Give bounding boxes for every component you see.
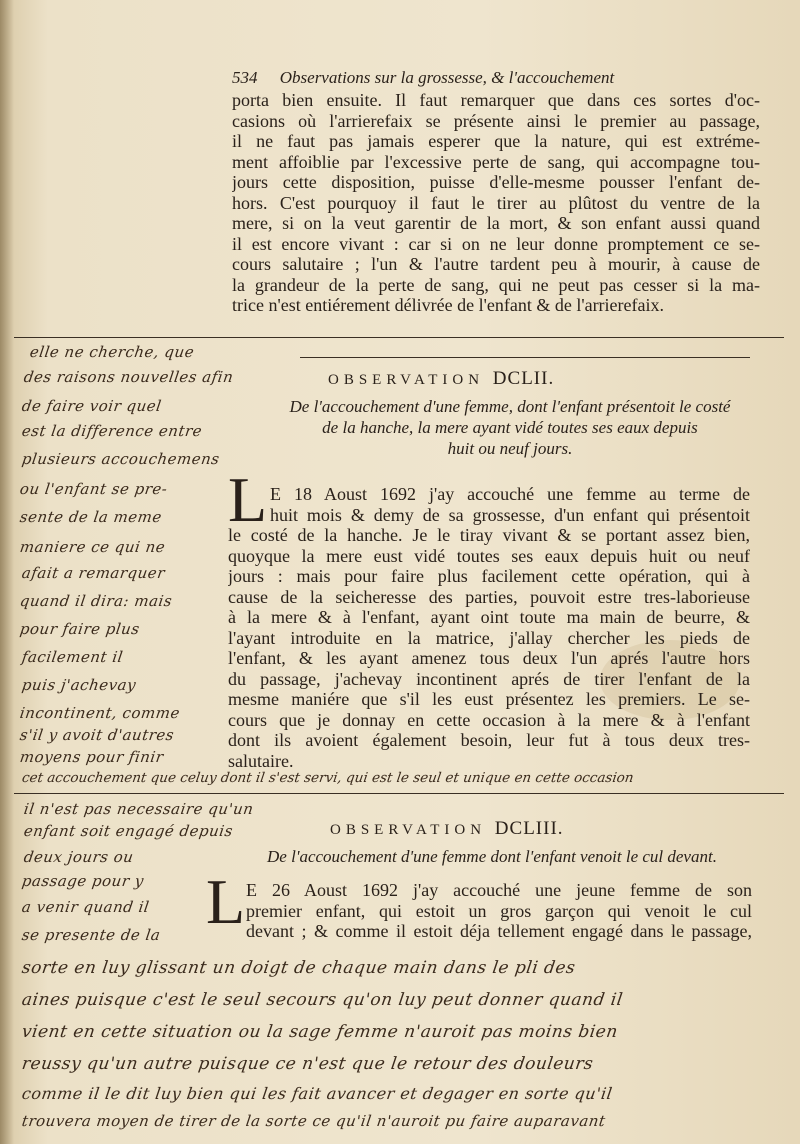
handwritten-note: maniere ce qui ne [18,538,167,556]
observation-body [270,484,750,525]
handwritten-note: de faire voir quel [20,397,163,415]
text-line: à la mere & à l'enfant, ayant oint toute ma main de beurre, & [228,607,750,627]
text-line: hors. C'est pourquoy il faut le tirer au plûtost du ventre de la [232,192,760,213]
observation-heading [330,818,564,840]
subtitle-line: huit ou neuf jours. [447,439,573,458]
text-line: mere, si on la veut garentir de la mort, & son enfant aussi quand [232,213,760,233]
observation-body [246,880,752,942]
handwritten-note: elle ne cherche, que [28,343,196,361]
ink-rule [14,337,784,338]
text-line: jours cette disposition, puisse d'elle-mesme pousser l'enfant de- [232,172,760,192]
text-line: trice n'est entiérement délivrée de l'enfant & de l'arrierefaix. [232,295,665,315]
observation-heading [328,368,554,390]
ink-rule [14,793,784,794]
text-line: E 26 Aoust 1692 j'ay accouché une jeune femme de son [246,880,752,900]
handwritten-note: ou l'enfant se pre- [18,480,169,498]
handwritten-note: passage pour y [20,872,146,890]
observation-number: DCLII. [492,368,555,389]
text-line: le costé de la hanche. Je le tiray vivant & se portant assez bien, [228,525,750,545]
text-line: l'enfant, & les ayant amenez tous deux l'un aprés l'autre hors [228,648,750,668]
handwritten-note: moyens pour finir [18,748,165,766]
ink-rule [300,357,750,358]
handwritten-note: est la difference entre [20,422,204,440]
drop-cap: L [206,866,246,937]
observation-number: DCLIII. [494,818,564,839]
observation-subtitle [250,396,770,459]
handwritten-note: pour faire plus [18,620,141,638]
handwritten-note: des raisons nouvelles afin [22,368,235,386]
handwritten-note: a venir quand il [20,898,151,916]
handwritten-note: se presente de la [20,926,162,944]
text-line: cause de la seicheresse des parties, pouvoit estre tres-laborieuse [228,586,750,607]
text-line: il ne faut pas jamais esperer que la nature, qui est extréme- [232,131,760,151]
handwritten-note: aines puisque c'est le seul secours qu'on luy peut donner quand il [20,990,625,1010]
text-line: la grandeur de la perte de sang, qui ne peut pas cesser si la ma- [232,274,760,295]
subtitle-line: de la hanche, la mere ayant vidé toutes ses eaux depuis [322,418,698,437]
handwritten-note: vient en cette situation ou la sage femme n'auroit pas moins bien [20,1022,620,1042]
handwritten-note: quand il dira: mais [18,592,174,610]
running-header [232,68,752,88]
text-line: casions où l'arrierefaix se présente ainsi le premier au passage, [232,110,760,131]
text-line: mesme maniére que s'il les eust présentez les premiers. Le se- [228,689,750,709]
handwritten-note: cet accouchement que celuy dont il s'est servi, qui est le seul et unique en cette occasion [20,770,635,786]
text-line: salutaire. [228,750,294,771]
handwritten-note: sente de la meme [18,508,164,526]
page-number: 534 [232,68,258,87]
text-line: dont ils avoient également besoin, leur fut à tous deux tres- [228,730,750,750]
drop-cap: L [228,464,268,535]
handwritten-note: enfant soit engagé depuis [22,822,235,840]
observation-subtitle [212,846,772,867]
handwritten-note: reussy qu'un autre puisque ce n'est que le retour des douleurs [20,1054,595,1074]
handwritten-note: deux jours ou [22,848,135,866]
text-line: cours salutaire ; l'un & l'autre tardent peu à mourir, à cause de [232,254,760,274]
text-line: jours : mais pour faire plus facilement cette opération, qui à [228,566,750,586]
text-line: du passage, j'achevay incontinent aprés de tirer l'enfant de la [228,668,750,689]
handwritten-note: il n'est pas necessaire qu'un [22,800,255,818]
text-line: l'ayant introduite en la matrice, j'allay chercher les pieds de [228,627,750,648]
handwritten-note: plusieurs accouchemens [20,450,221,468]
handwritten-note: s'il y avoit d'autres [18,726,176,744]
text-line: cours que je donnay en cette occasion à la mere & à l'enfant [228,709,750,730]
handwritten-note: incontinent, comme [18,704,182,722]
running-title: Observations sur la grossesse, & l'accouchement [279,68,615,87]
gutter-shadow [0,0,14,1144]
handwritten-note: puis j'achevay [20,676,138,694]
observation-label: OBSERVATION [330,822,487,838]
text-line: devant ; & comme il estoit déja tellement engagé dans le passage, [246,921,752,941]
handwritten-note: afait a remarquer [20,564,167,582]
handwritten-note: facilement il [20,648,125,666]
handwritten-note: trouvera moyen de tirer de la sorte ce qu'il n'auroit pu faire auparavant [20,1112,607,1130]
text-line: huit mois & demy de sa grossesse, d'un enfant qui présentoit [270,504,750,525]
observation-label: OBSERVATION [328,372,485,388]
continued-paragraph [232,90,760,316]
handwritten-note: sorte en luy glissant un doigt de chaque main dans le pli des [20,958,577,978]
subtitle-line: De l'accouchement d'une femme dont l'enfant venoit le cul devant. [267,847,717,866]
text-line: quoyque la mere eust vidé toutes ses eaux depuis huit ou neuf [228,545,750,566]
text-line: ment affoiblie par l'excessive perte de sang, qui accompagne tou- [232,151,760,172]
text-line: il est encore vivant : car si on ne leur donne promptement ce se- [232,233,760,254]
text-line: porta bien ensuite. Il faut remarquer que dans ces sortes d'oc- [232,90,760,110]
text-line: premier enfant, qui estoit un gros garçon qui venoit le cul [246,900,752,921]
subtitle-line: De l'accouchement d'une femme, dont l'enfant présentoit le costé [289,397,731,416]
observation-body [228,525,750,771]
handwritten-note: comme il le dit luy bien qui les fait avancer et degager en sorte qu'il [20,1084,614,1103]
text-line: E 18 Aoust 1692 j'ay accouché une femme au terme de [270,484,750,504]
